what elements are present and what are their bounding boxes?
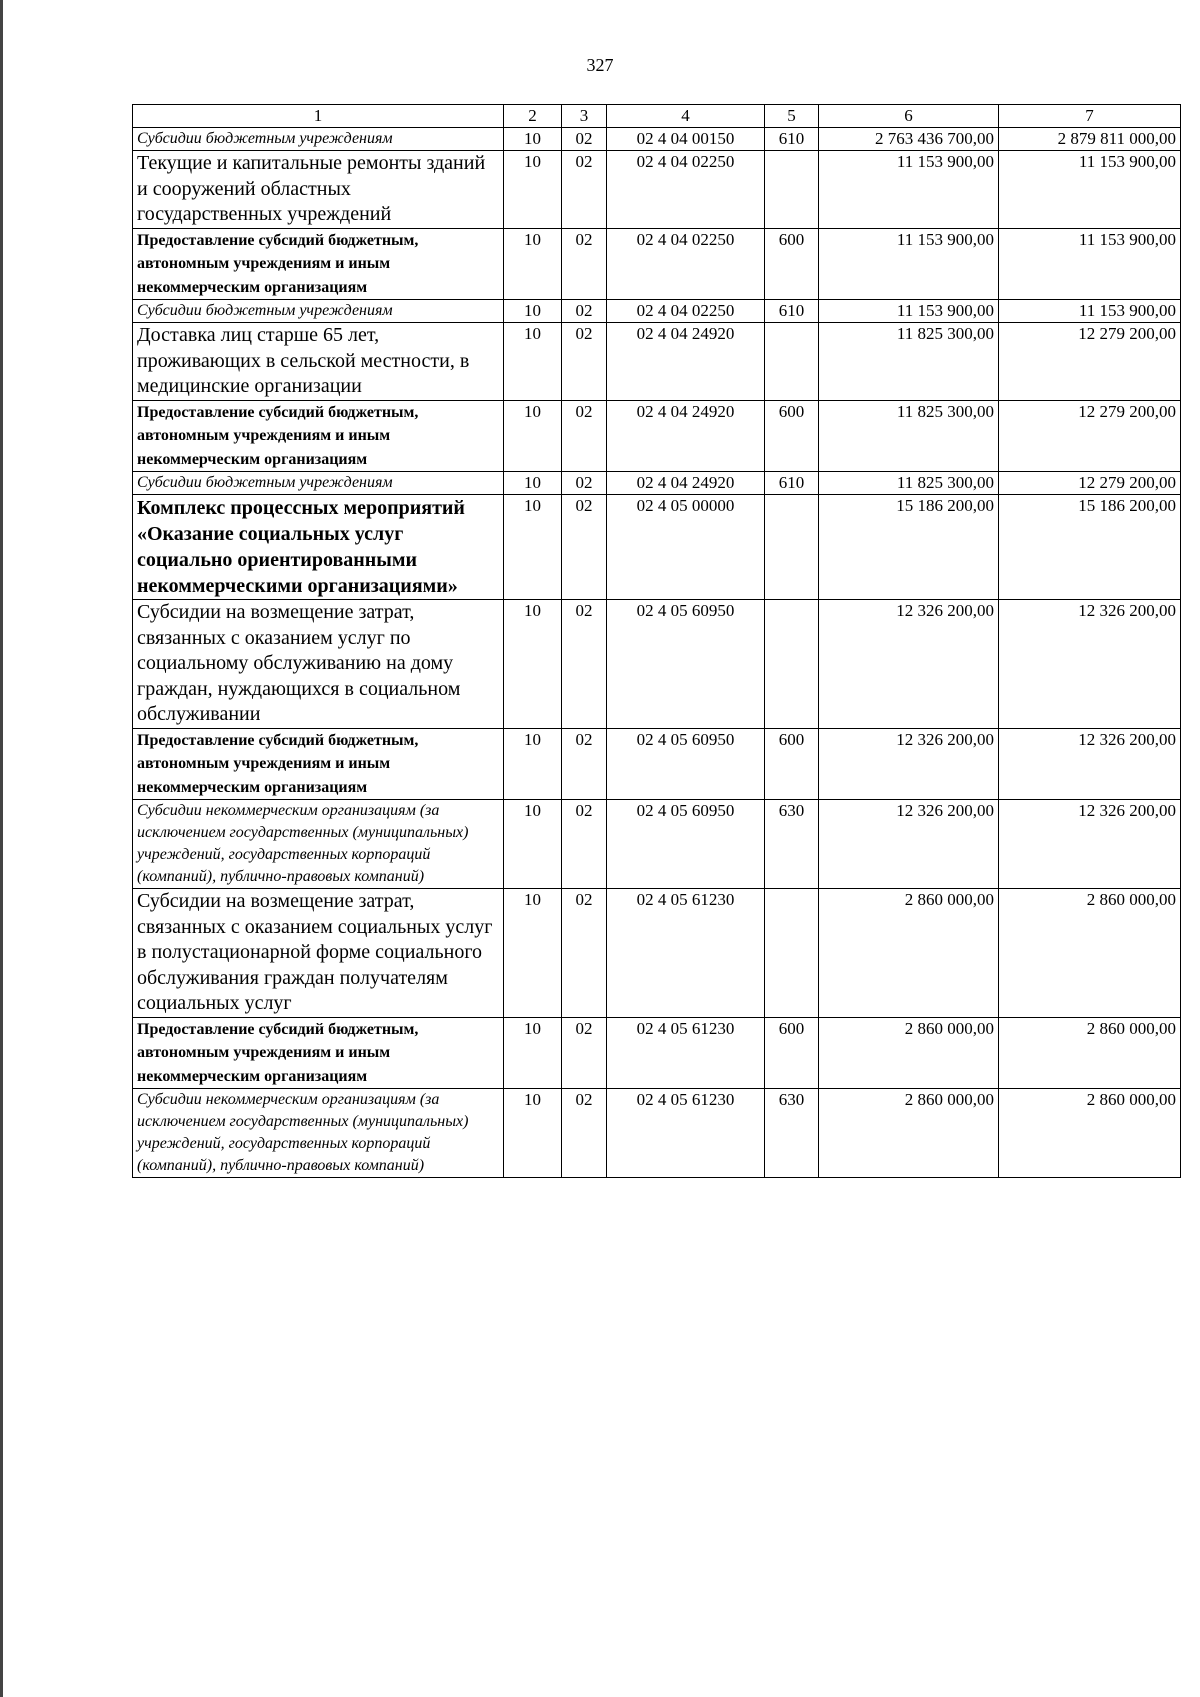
target-article-cell: 02 4 04 02250 [607,151,765,229]
row-name-cell: Субсидии бюджетным учреждениям [133,128,504,151]
target-article-cell: 02 4 05 61230 [607,1017,765,1089]
target-article-cell: 02 4 04 24920 [607,323,765,401]
row-name-cell: Субсидии некоммерческим организациям (за исключением государственных (муниципальных) учреждений, государственных корпораций (компаний), публично-правовых компаний) [133,1089,504,1178]
section-code-cell: 10 [504,128,562,151]
scan-edge [0,0,3,1697]
target-article-cell: 02 4 04 02250 [607,228,765,300]
amount-year-1-cell: 2 763 436 700,00 [819,128,999,151]
budget-table [132,104,1181,1178]
expense-type-cell: 630 [765,1089,819,1178]
amount-year-1-cell: 2 860 000,00 [819,1089,999,1178]
subsection-code-cell: 02 [562,1017,607,1089]
expense-type-cell: 610 [765,128,819,151]
target-article-cell: 02 4 05 00000 [607,495,765,600]
amount-year-2-cell: 11 153 900,00 [999,151,1181,229]
page-number: 327 [586,55,614,75]
table-row [133,228,1181,300]
subsection-code-cell: 02 [562,728,607,800]
table-row [133,472,1181,495]
table-row [133,1017,1181,1089]
table-row [133,728,1181,800]
table-row [133,800,1181,889]
table-row [133,600,1181,729]
row-name-cell: Предоставление субсидий бюджетным, автономным учреждениям и иным некоммерческим организациям [133,228,504,300]
table-body [133,128,1181,1178]
section-code-cell: 10 [504,1089,562,1178]
column-header: 5 [765,105,819,128]
expense-type-cell: 600 [765,1017,819,1089]
row-name-cell: Субсидии некоммерческим организациям (за исключением государственных (муниципальных) учреждений, государственных корпораций (компаний), публично-правовых компаний) [133,800,504,889]
row-name-cell: Предоставление субсидий бюджетным, автономным учреждениям и иным некоммерческим организациям [133,728,504,800]
subsection-code-cell: 02 [562,600,607,729]
section-code-cell: 10 [504,300,562,323]
expense-type-cell [765,889,819,1018]
amount-year-1-cell: 11 825 300,00 [819,472,999,495]
row-name-cell: Предоставление субсидий бюджетным, автономным учреждениям и иным некоммерческим организациям [133,400,504,472]
expense-type-cell: 600 [765,228,819,300]
row-name-cell: Комплекс процессных мероприятий «Оказание социальных услуг социально ориентированными некоммерческими организациями» [133,495,504,600]
section-code-cell: 10 [504,1017,562,1089]
section-code-cell: 10 [504,151,562,229]
section-code-cell: 10 [504,472,562,495]
amount-year-1-cell: 11 153 900,00 [819,228,999,300]
amount-year-2-cell: 12 326 200,00 [999,728,1181,800]
row-name-cell: Текущие и капитальные ремонты зданий и сооружений областных государственных учреждений [133,151,504,229]
target-article-cell: 02 4 05 61230 [607,1089,765,1178]
header-row [133,105,1181,128]
table-row [133,889,1181,1018]
amount-year-1-cell: 11 153 900,00 [819,300,999,323]
amount-year-2-cell: 12 279 200,00 [999,400,1181,472]
target-article-cell: 02 4 05 60950 [607,728,765,800]
subsection-code-cell: 02 [562,472,607,495]
amount-year-2-cell: 12 279 200,00 [999,472,1181,495]
expense-type-cell [765,323,819,401]
row-name-cell: Субсидии бюджетным учреждениям [133,300,504,323]
target-article-cell: 02 4 05 60950 [607,600,765,729]
target-article-cell: 02 4 04 00150 [607,128,765,151]
section-code-cell: 10 [504,800,562,889]
column-header: 4 [607,105,765,128]
amount-year-1-cell: 2 860 000,00 [819,889,999,1018]
subsection-code-cell: 02 [562,300,607,323]
expense-type-cell: 600 [765,400,819,472]
column-header: 1 [133,105,504,128]
row-name-cell: Предоставление субсидий бюджетным, автономным учреждениям и иным некоммерческим организациям [133,1017,504,1089]
subsection-code-cell: 02 [562,323,607,401]
subsection-code-cell: 02 [562,495,607,600]
expense-type-cell: 610 [765,472,819,495]
subsection-code-cell: 02 [562,800,607,889]
amount-year-1-cell: 11 153 900,00 [819,151,999,229]
amount-year-2-cell: 12 326 200,00 [999,600,1181,729]
amount-year-2-cell: 12 279 200,00 [999,323,1181,401]
amount-year-2-cell: 11 153 900,00 [999,300,1181,323]
amount-year-1-cell: 12 326 200,00 [819,728,999,800]
subsection-code-cell: 02 [562,151,607,229]
section-code-cell: 10 [504,600,562,729]
amount-year-2-cell: 12 326 200,00 [999,800,1181,889]
section-code-cell: 10 [504,889,562,1018]
expense-type-cell [765,495,819,600]
target-article-cell: 02 4 05 61230 [607,889,765,1018]
amount-year-2-cell: 15 186 200,00 [999,495,1181,600]
row-name-cell: Доставка лиц старше 65 лет, проживающих в сельской местности, в медицинские организации [133,323,504,401]
target-article-cell: 02 4 04 24920 [607,400,765,472]
row-name-cell: Субсидии на возмещение затрат, связанных с оказанием социальных услуг в полустационарной форме социального обслуживания граждан получателям социальных услуг [133,889,504,1018]
subsection-code-cell: 02 [562,889,607,1018]
section-code-cell: 10 [504,228,562,300]
amount-year-1-cell: 11 825 300,00 [819,323,999,401]
target-article-cell: 02 4 04 24920 [607,472,765,495]
amount-year-2-cell: 2 860 000,00 [999,1089,1181,1178]
column-header: 6 [819,105,999,128]
target-article-cell: 02 4 05 60950 [607,800,765,889]
amount-year-1-cell: 2 860 000,00 [819,1017,999,1089]
column-header: 3 [562,105,607,128]
amount-year-1-cell: 12 326 200,00 [819,800,999,889]
table-row [133,495,1181,600]
table-row [133,323,1181,401]
column-header: 2 [504,105,562,128]
target-article-cell: 02 4 04 02250 [607,300,765,323]
section-code-cell: 10 [504,400,562,472]
subsection-code-cell: 02 [562,1089,607,1178]
amount-year-2-cell: 11 153 900,00 [999,228,1181,300]
subsection-code-cell: 02 [562,400,607,472]
table-row [133,300,1181,323]
expense-type-cell [765,151,819,229]
table-row [133,400,1181,472]
subsection-code-cell: 02 [562,228,607,300]
subsection-code-cell: 02 [562,128,607,151]
amount-year-1-cell: 11 825 300,00 [819,400,999,472]
section-code-cell: 10 [504,495,562,600]
amount-year-2-cell: 2 879 811 000,00 [999,128,1181,151]
expense-type-cell: 630 [765,800,819,889]
expense-type-cell: 600 [765,728,819,800]
table-row [133,128,1181,151]
section-code-cell: 10 [504,728,562,800]
expense-type-cell: 610 [765,300,819,323]
table-row [133,1089,1181,1178]
table-row [133,151,1181,229]
amount-year-1-cell: 15 186 200,00 [819,495,999,600]
row-name-cell: Субсидии бюджетным учреждениям [133,472,504,495]
column-header: 7 [999,105,1181,128]
amount-year-2-cell: 2 860 000,00 [999,889,1181,1018]
amount-year-2-cell: 2 860 000,00 [999,1017,1181,1089]
row-name-cell: Субсидии на возмещение затрат, связанных с оказанием услуг по социальному обслуживанию на дому граждан, нуждающихся в социальном обслуживании [133,600,504,729]
amount-year-1-cell: 12 326 200,00 [819,600,999,729]
expense-type-cell [765,600,819,729]
section-code-cell: 10 [504,323,562,401]
